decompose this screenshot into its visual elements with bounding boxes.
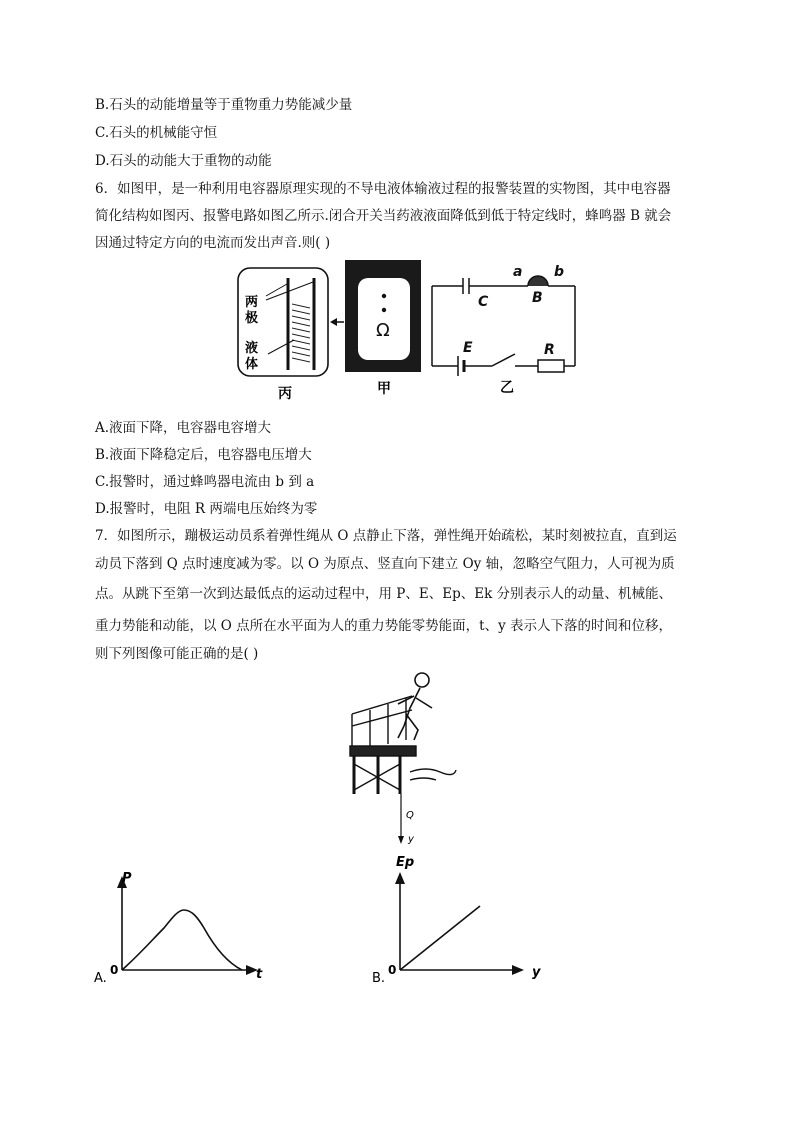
graph-b-option: B. [372, 971, 386, 986]
figure-jia [345, 260, 421, 397]
q6-stem-line-3: 因通过特定方向的电流而发出声音.则( ) [95, 235, 331, 251]
label-Q: Q [406, 810, 414, 821]
label-y: y [408, 834, 414, 845]
jumper-icon [398, 673, 432, 740]
figure-bing [238, 268, 328, 402]
label-a: a [513, 264, 523, 280]
q6-option-a: A.液面下降，电容器电容增大 [95, 420, 272, 436]
q7-stem-line-1: 7．如图所示，蹦极运动员系着弹性绳从 O 点静止下落，弹性绳开始疏松，某时刻被拉直，直到运 [95, 528, 677, 544]
momentum-curve [122, 910, 242, 970]
q6-option-b: B.液面下降稳定后，电容器电压增大 [95, 447, 312, 463]
graph-a-option: A. [94, 971, 107, 986]
label-liquid-1: 液 [245, 341, 259, 356]
graph-a-origin: 0 [110, 963, 119, 977]
figure-yi [432, 276, 575, 376]
q5-option-d: D.石头的动能大于重物的动能 [95, 153, 272, 169]
label-C: C [478, 294, 489, 310]
label-liquid-2: 体 [245, 357, 259, 372]
q6-option-d: D.报警时，电阻 R 两端电压始终为零 [95, 501, 318, 517]
graph-b [366, 848, 556, 992]
caption-bing: 丙 [278, 386, 292, 402]
q7-stem-line-4: 重力势能和动能，以 O 点所在水平面为人的重力势能零势能面，t、y 表示人下落的时间和位移， [95, 618, 672, 634]
label-b: b [554, 264, 565, 280]
q6-option-c: C.报警时，通过蜂鸣器电流由 b 到 a [95, 474, 315, 490]
potential-energy-line [400, 906, 480, 970]
label-two-poles-1: 两 [245, 295, 259, 310]
q7-stem-line-5: 则下列图像可能正确的是( ) [95, 646, 259, 662]
graph-a-xlabel: t [256, 967, 263, 982]
label-E: E [463, 340, 473, 356]
svg-text:Ω: Ω [376, 320, 390, 341]
platform [350, 696, 456, 794]
graph-b-origin: 0 [388, 963, 397, 977]
label-B: B [532, 290, 543, 306]
q7-stem-line-2: 动员下落到 Q 点时速度减为零。以 O 为原点、竖直向下建立 Oy 轴，忽略空气阻力，人可视为质 [95, 556, 675, 572]
q6-stem-line-1: 6．如图甲，是一种利用电容器原理实现的不导电液体输液过程的报警装置的实物图，其中电容器 [95, 181, 671, 197]
q5-option-c: C.石头的机械能守恒 [95, 125, 218, 141]
caption-yi: 乙 [500, 380, 514, 396]
graph-a-ylabel: P [122, 871, 132, 886]
q6-stem-line-2: 简化结构如图丙、报警电路如图乙所示.闭合开关当药液液面降低到低于特定线时，蜂鸣器 B 就会 [95, 208, 672, 224]
q7-stem-line-3: 点。从跳下至第一次到达最低点的运动过程中，用 P、E、Ep、Ek 分别表示人的动量、机械能、 [95, 586, 673, 602]
graph-b-ylabel: Ep [396, 855, 415, 870]
q5-option-b: B.石头的动能增量等于重物重力势能减少量 [95, 97, 353, 113]
label-R: R [544, 342, 555, 358]
bungee-figure [340, 668, 460, 848]
graph-b-xlabel: y [532, 965, 541, 980]
graph-a [90, 862, 280, 992]
q6-figure [230, 256, 590, 406]
caption-jia: 甲 [377, 381, 391, 397]
label-two-poles-2: 极 [245, 311, 259, 326]
